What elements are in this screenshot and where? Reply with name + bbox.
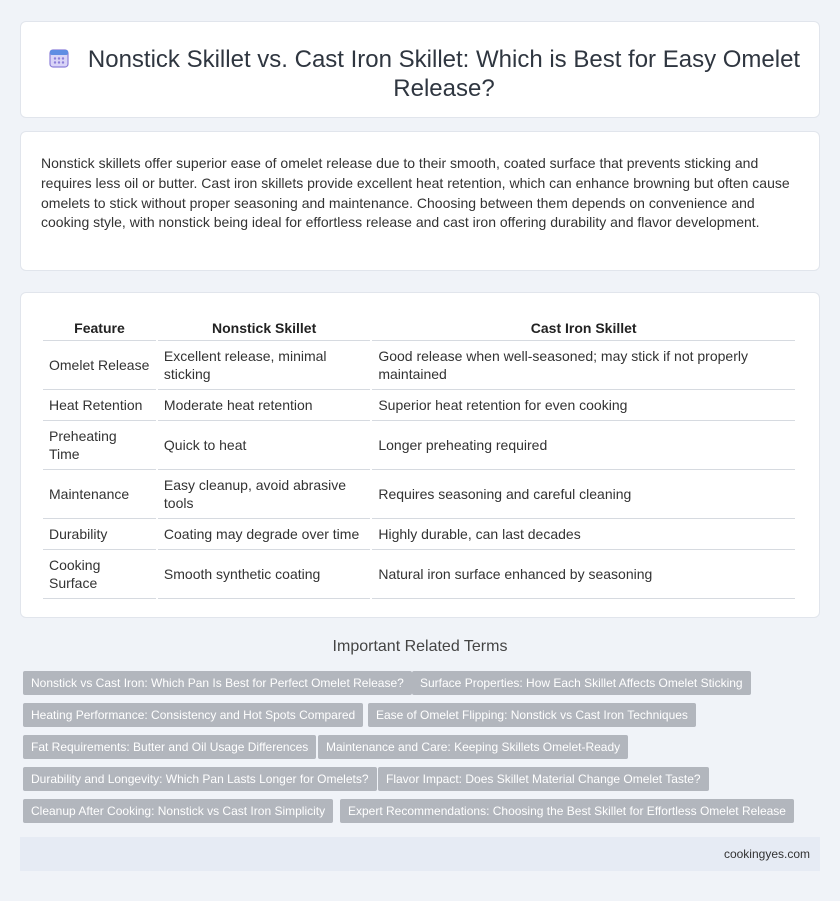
related-term-tag[interactable]: Maintenance and Care: Keeping Skillets Omelet-Ready	[318, 735, 628, 759]
related-term-tag[interactable]: Fat Requirements: Butter and Oil Usage Differences	[23, 735, 316, 759]
table-cell: Good release when well-seasoned; may stick if not properly maintained	[372, 341, 795, 390]
table-cell: Preheating Time	[43, 421, 156, 470]
comparison-card	[20, 292, 820, 618]
title-card	[20, 21, 820, 118]
related-term-tag[interactable]: Nonstick vs Cast Iron: Which Pan Is Best for Perfect Omelet Release?	[23, 671, 412, 695]
column-header-nonstick: Nonstick Skillet	[158, 315, 370, 341]
table-cell: Moderate heat retention	[158, 390, 370, 421]
intro-paragraph: Nonstick skillets offer superior ease of omelet release due to their smooth, coated surface that prevents sticking and requires less oil or butter. Cast iron skillets provide excellent heat retention, which can enhance browning but often cause omelets to stick without proper seasoning and maintenance. Choosing between them depends on convenience and cooking style, with nonstick being ideal for effortless release and cast iron offering durability and flavor development.	[41, 155, 790, 231]
intro-card	[20, 131, 820, 271]
related-term-tag[interactable]: Durability and Longevity: Which Pan Lasts Longer for Omelets?	[23, 767, 377, 791]
comparison-table	[41, 315, 797, 599]
table-row	[43, 550, 795, 599]
table-cell: Coating may degrade over time	[158, 519, 370, 550]
table-row	[43, 421, 795, 470]
column-header-feature: Feature	[43, 315, 156, 341]
table-header-row	[43, 315, 795, 341]
related-term-tag[interactable]: Ease of Omelet Flipping: Nonstick vs Cast Iron Techniques	[368, 703, 696, 727]
table-cell: Smooth synthetic coating	[158, 550, 370, 599]
table-cell: Longer preheating required	[372, 421, 795, 470]
footer-site-link[interactable]: cookingyes.com	[723, 847, 810, 861]
table-cell: Natural iron surface enhanced by seasoning	[372, 550, 795, 599]
table-cell: Quick to heat	[158, 421, 370, 470]
table-row	[43, 390, 795, 421]
related-term-tag[interactable]: Heating Performance: Consistency and Hot Spots Compared	[23, 703, 363, 727]
page-title: Nonstick Skillet vs. Cast Iron Skillet: Which is Best for Easy Omelet Release?	[87, 46, 801, 102]
column-header-cast-iron: Cast Iron Skillet	[372, 315, 795, 341]
calendar-icon	[48, 47, 70, 69]
related-term-tag[interactable]: Surface Properties: How Each Skillet Affects Omelet Sticking	[412, 671, 751, 695]
related-terms-heading: Important Related Terms	[332, 638, 508, 655]
table-cell: Maintenance	[43, 470, 156, 519]
related-term-tag[interactable]: Flavor Impact: Does Skillet Material Change Omelet Taste?	[378, 767, 709, 791]
table-cell: Superior heat retention for even cooking	[372, 390, 795, 421]
table-cell: Cooking Surface	[43, 550, 156, 599]
table-cell: Highly durable, can last decades	[372, 519, 795, 550]
footer	[20, 837, 820, 871]
table-cell: Requires seasoning and careful cleaning	[372, 470, 795, 519]
related-term-tag[interactable]: Expert Recommendations: Choosing the Best Skillet for Effortless Omelet Release	[340, 799, 794, 823]
table-cell: Easy cleanup, avoid abrasive tools	[158, 470, 370, 519]
table-row	[43, 341, 795, 390]
related-term-tag[interactable]: Cleanup After Cooking: Nonstick vs Cast Iron Simplicity	[23, 799, 333, 823]
table-row	[43, 519, 795, 550]
table-row	[43, 470, 795, 519]
table-cell: Heat Retention	[43, 390, 156, 421]
table-cell: Omelet Release	[43, 341, 156, 390]
table-cell: Durability	[43, 519, 156, 550]
table-cell: Excellent release, minimal sticking	[158, 341, 370, 390]
